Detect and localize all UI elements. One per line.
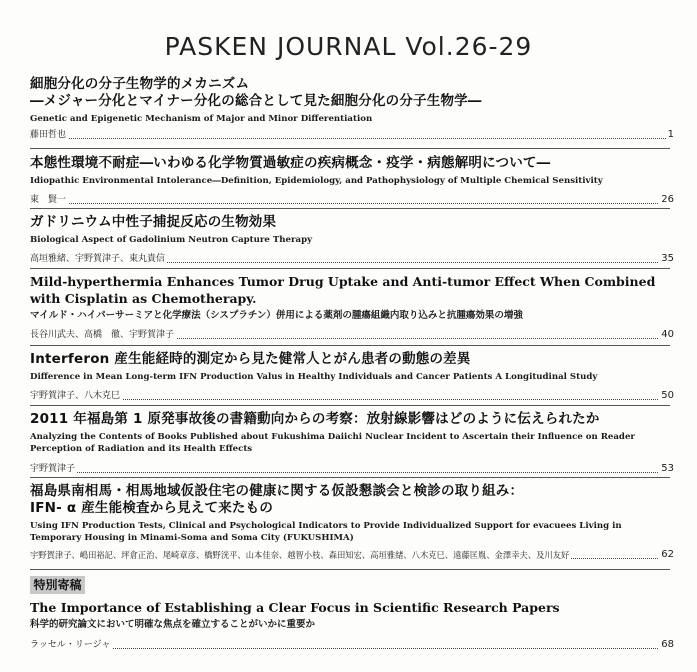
- dot-leader: [30, 399, 670, 400]
- entry-page-number: 26: [661, 194, 674, 205]
- entry-title-en: Mild-hyperthermia Enhances Tumor Drug Uptake and Anti-tumor Effect When Combined: [30, 274, 656, 289]
- entry-page-number: 62: [661, 549, 674, 560]
- divider: [30, 477, 670, 478]
- entry-authors: 宇野賀津子、嶋田裕記、坪倉正治、尾崎章彦、橋野洸平、山本佳奈、越智小枝、森田知宏、高垣雅緒、八木克巳、遠藤匡胤、金澤幸夫、及川友好: [30, 550, 570, 560]
- toc-entry[interactable]: [30, 214, 674, 265]
- entry-title-jp: 福島県南相馬・相馬地域仮設住宅の健康に関する仮設懇談会と検診の取り組み：: [30, 483, 524, 499]
- toc-entry[interactable]: [30, 411, 674, 475]
- author-row: [30, 252, 674, 265]
- entry-title-en: Biological Aspect of Gadolinium Neutron Capture Therapy: [30, 235, 313, 245]
- divider: [30, 148, 670, 149]
- author-row: [30, 128, 674, 141]
- entry-title-jp: 本態性環境不耐症―いわゆる化学物質過敏症の疾病概念・疫学・病態解明について―: [30, 155, 551, 171]
- entry-title-jp: ガドリニウム中性子捕捉反応の生物効果: [30, 214, 277, 230]
- entry-subtitle-jp: 科学的研究論文において明確な焦点を確立することがいかに重要か: [30, 619, 316, 630]
- entry-page-number: 68: [661, 639, 674, 650]
- entry-title-en: Difference in Mean Long-term IFN Production Valus in Healthy Individuals and Cancer Patients A Longitudinal Study: [30, 372, 598, 382]
- dot-leader: [30, 472, 670, 473]
- toc-entry[interactable]: [30, 599, 674, 651]
- divider: [30, 268, 670, 269]
- entry-page-number: 50: [661, 390, 674, 401]
- entry-title-jp: 細胞分化の分子生物学的メカニズム: [30, 76, 250, 92]
- entry-page-number: 40: [661, 329, 674, 340]
- entry-title-en: Using IFN Production Tests, Clinical and Psychological Indicators to Provide Individualized Support for evacuees Living in Temporary Housing in Minami-Soma and Soma City (FUKUSHIMA): [30, 521, 622, 543]
- author-row: [30, 462, 674, 475]
- entry-subtitle-jp: マイルド・ハイパーサーミアと化学療法（シスプラチン）併用による薬剤の腫瘍組織内取り込みと抗腫瘍効果の増強: [30, 310, 523, 321]
- toc-entry[interactable]: [30, 351, 674, 402]
- author-row: [30, 389, 674, 402]
- entry-authors: ラッセル・リージャ: [30, 640, 111, 650]
- entry-title-en: The Importance of Establishing a Clear Focus in Scientific Research Papers: [30, 600, 560, 615]
- dot-leader: [30, 203, 670, 204]
- journal-title: PASKEN JOURNAL Vol.26-29: [164, 32, 533, 61]
- entry-authors: 藤田哲也: [30, 130, 67, 140]
- toc-entry[interactable]: [30, 76, 674, 141]
- entry-page-number: 53: [661, 463, 674, 474]
- entry-title-jp-sub: ―メジャー分化とマイナー分化の総合として見た細胞分化の分子生物学―: [30, 93, 482, 109]
- entry-page-number: 1: [667, 129, 674, 140]
- entry-authors: 東 賢一: [30, 195, 67, 205]
- entry-authors: 高垣雅緒、宇野賀津子、東丸貴信: [30, 254, 166, 264]
- dot-leader: [30, 138, 670, 139]
- entry-authors: 宇野賀津子: [30, 464, 76, 474]
- author-row: [30, 193, 674, 206]
- toc-entry[interactable]: [30, 155, 674, 206]
- author-row: [30, 638, 674, 651]
- divider: [30, 208, 670, 209]
- author-row: [30, 328, 674, 341]
- author-row: [30, 548, 674, 561]
- entry-page-number: 35: [661, 253, 674, 264]
- toc-entry[interactable]: [30, 273, 674, 341]
- divider: [30, 405, 670, 406]
- toc-entry[interactable]: [30, 483, 674, 561]
- section-label-special-contribution: 特別寄稿: [30, 576, 85, 594]
- entry-title-jp-cont: IFN- α 産生能検査から見えて来たもの: [30, 500, 274, 516]
- dot-leader: [30, 648, 670, 649]
- entry-title-jp: Interferon 産生能経時的測定から見た健常人とがん患者の動態の差異: [30, 351, 471, 367]
- divider: [30, 569, 670, 570]
- entry-title-en: Genetic and Epigenetic Mechanism of Major and Minor Differentiation: [30, 114, 373, 124]
- entry-title-en: Analyzing the Contents of Books Published about Fukushima Daiichi Nuclear Incident to Ascertain their Influence on Reader Perception of Radiation and its Health Effects: [30, 432, 635, 454]
- entry-authors: 長谷川武夫、高橋 徹、宇野賀津子: [30, 330, 175, 340]
- entry-title-jp: 2011 年福島第 1 原発事故後の書籍動向からの考察：放射線影響はどのように伝えられたか: [30, 411, 600, 427]
- entry-authors: 宇野賀津子、八木克巳: [30, 391, 121, 401]
- entry-title-en-cont: with Cisplatin as Chemotherapy.: [30, 291, 257, 306]
- divider: [30, 345, 670, 346]
- entry-title-en: Idiopathic Environmental Intolerance―Definition, Epidemiology, and Pathophysiology of Multiple Chemical Sensitivity: [30, 176, 603, 186]
